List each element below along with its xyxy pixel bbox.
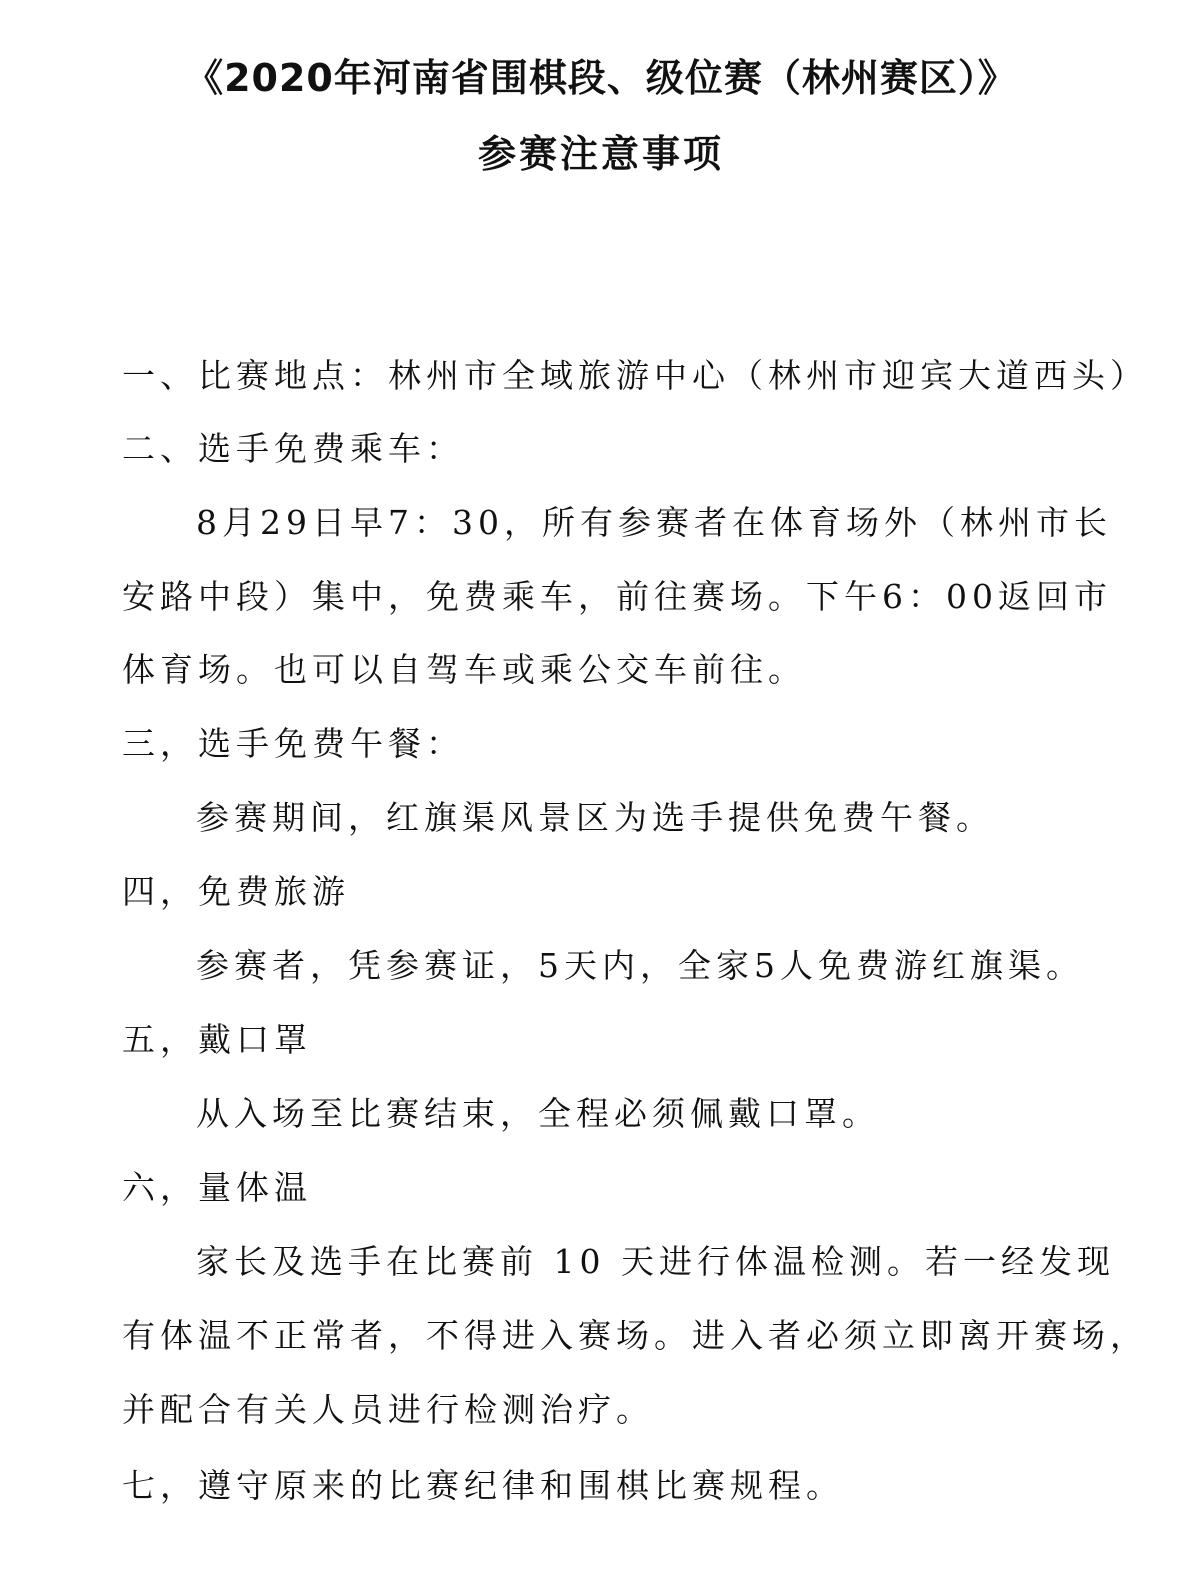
section-heading-venue: 一、比赛地点：林州市全域旅游中心（林州市迎宾大道西头） (122, 356, 1148, 395)
section-heading-rules: 七，遵守原来的比赛纪律和围棋比赛规程。 (122, 1466, 844, 1505)
section-heading-lunch: 三，选手免费午餐： (122, 724, 464, 763)
section-heading-bus: 二、选手免费乘车： (122, 429, 464, 468)
paragraph-line: 体育场。也可以自驾车或乘公交车前往。 (122, 650, 806, 689)
paragraph-line: 家长及选手在比赛前 10 天进行体温检测。若一经发现 (196, 1242, 1115, 1281)
paragraph-line: 从入场至比赛结束，全程必须佩戴口罩。 (196, 1094, 880, 1133)
document-title: 《2020年河南省围棋段、级位赛（林州赛区）》 (185, 56, 1017, 100)
paragraph-line: 参赛期间，红旗渠风景区为选手提供免费午餐。 (196, 798, 994, 837)
paragraph-line: 8月29日早7：30，所有参赛者在体育场外（林州市长 (196, 503, 1112, 542)
paragraph-line: 并配合有关人员进行检测治疗。 (122, 1390, 654, 1429)
paragraph-line: 参赛者，凭参赛证，5天内，全家5人免费游红旗渠。 (196, 946, 1084, 985)
section-heading-mask: 五，戴口罩 (122, 1020, 312, 1059)
paragraph-line: 安路中段）集中，免费乘车，前往赛场。下午6：00返回市 (122, 577, 1112, 616)
paragraph-line: 有体温不正常者，不得进入赛场。进入者必须立即离开赛场， (122, 1316, 1148, 1355)
document-subtitle: 参赛注意事项 (477, 132, 724, 176)
section-heading-temperature: 六，量体温 (122, 1168, 312, 1207)
section-heading-tourism: 四，免费旅游 (122, 872, 350, 911)
